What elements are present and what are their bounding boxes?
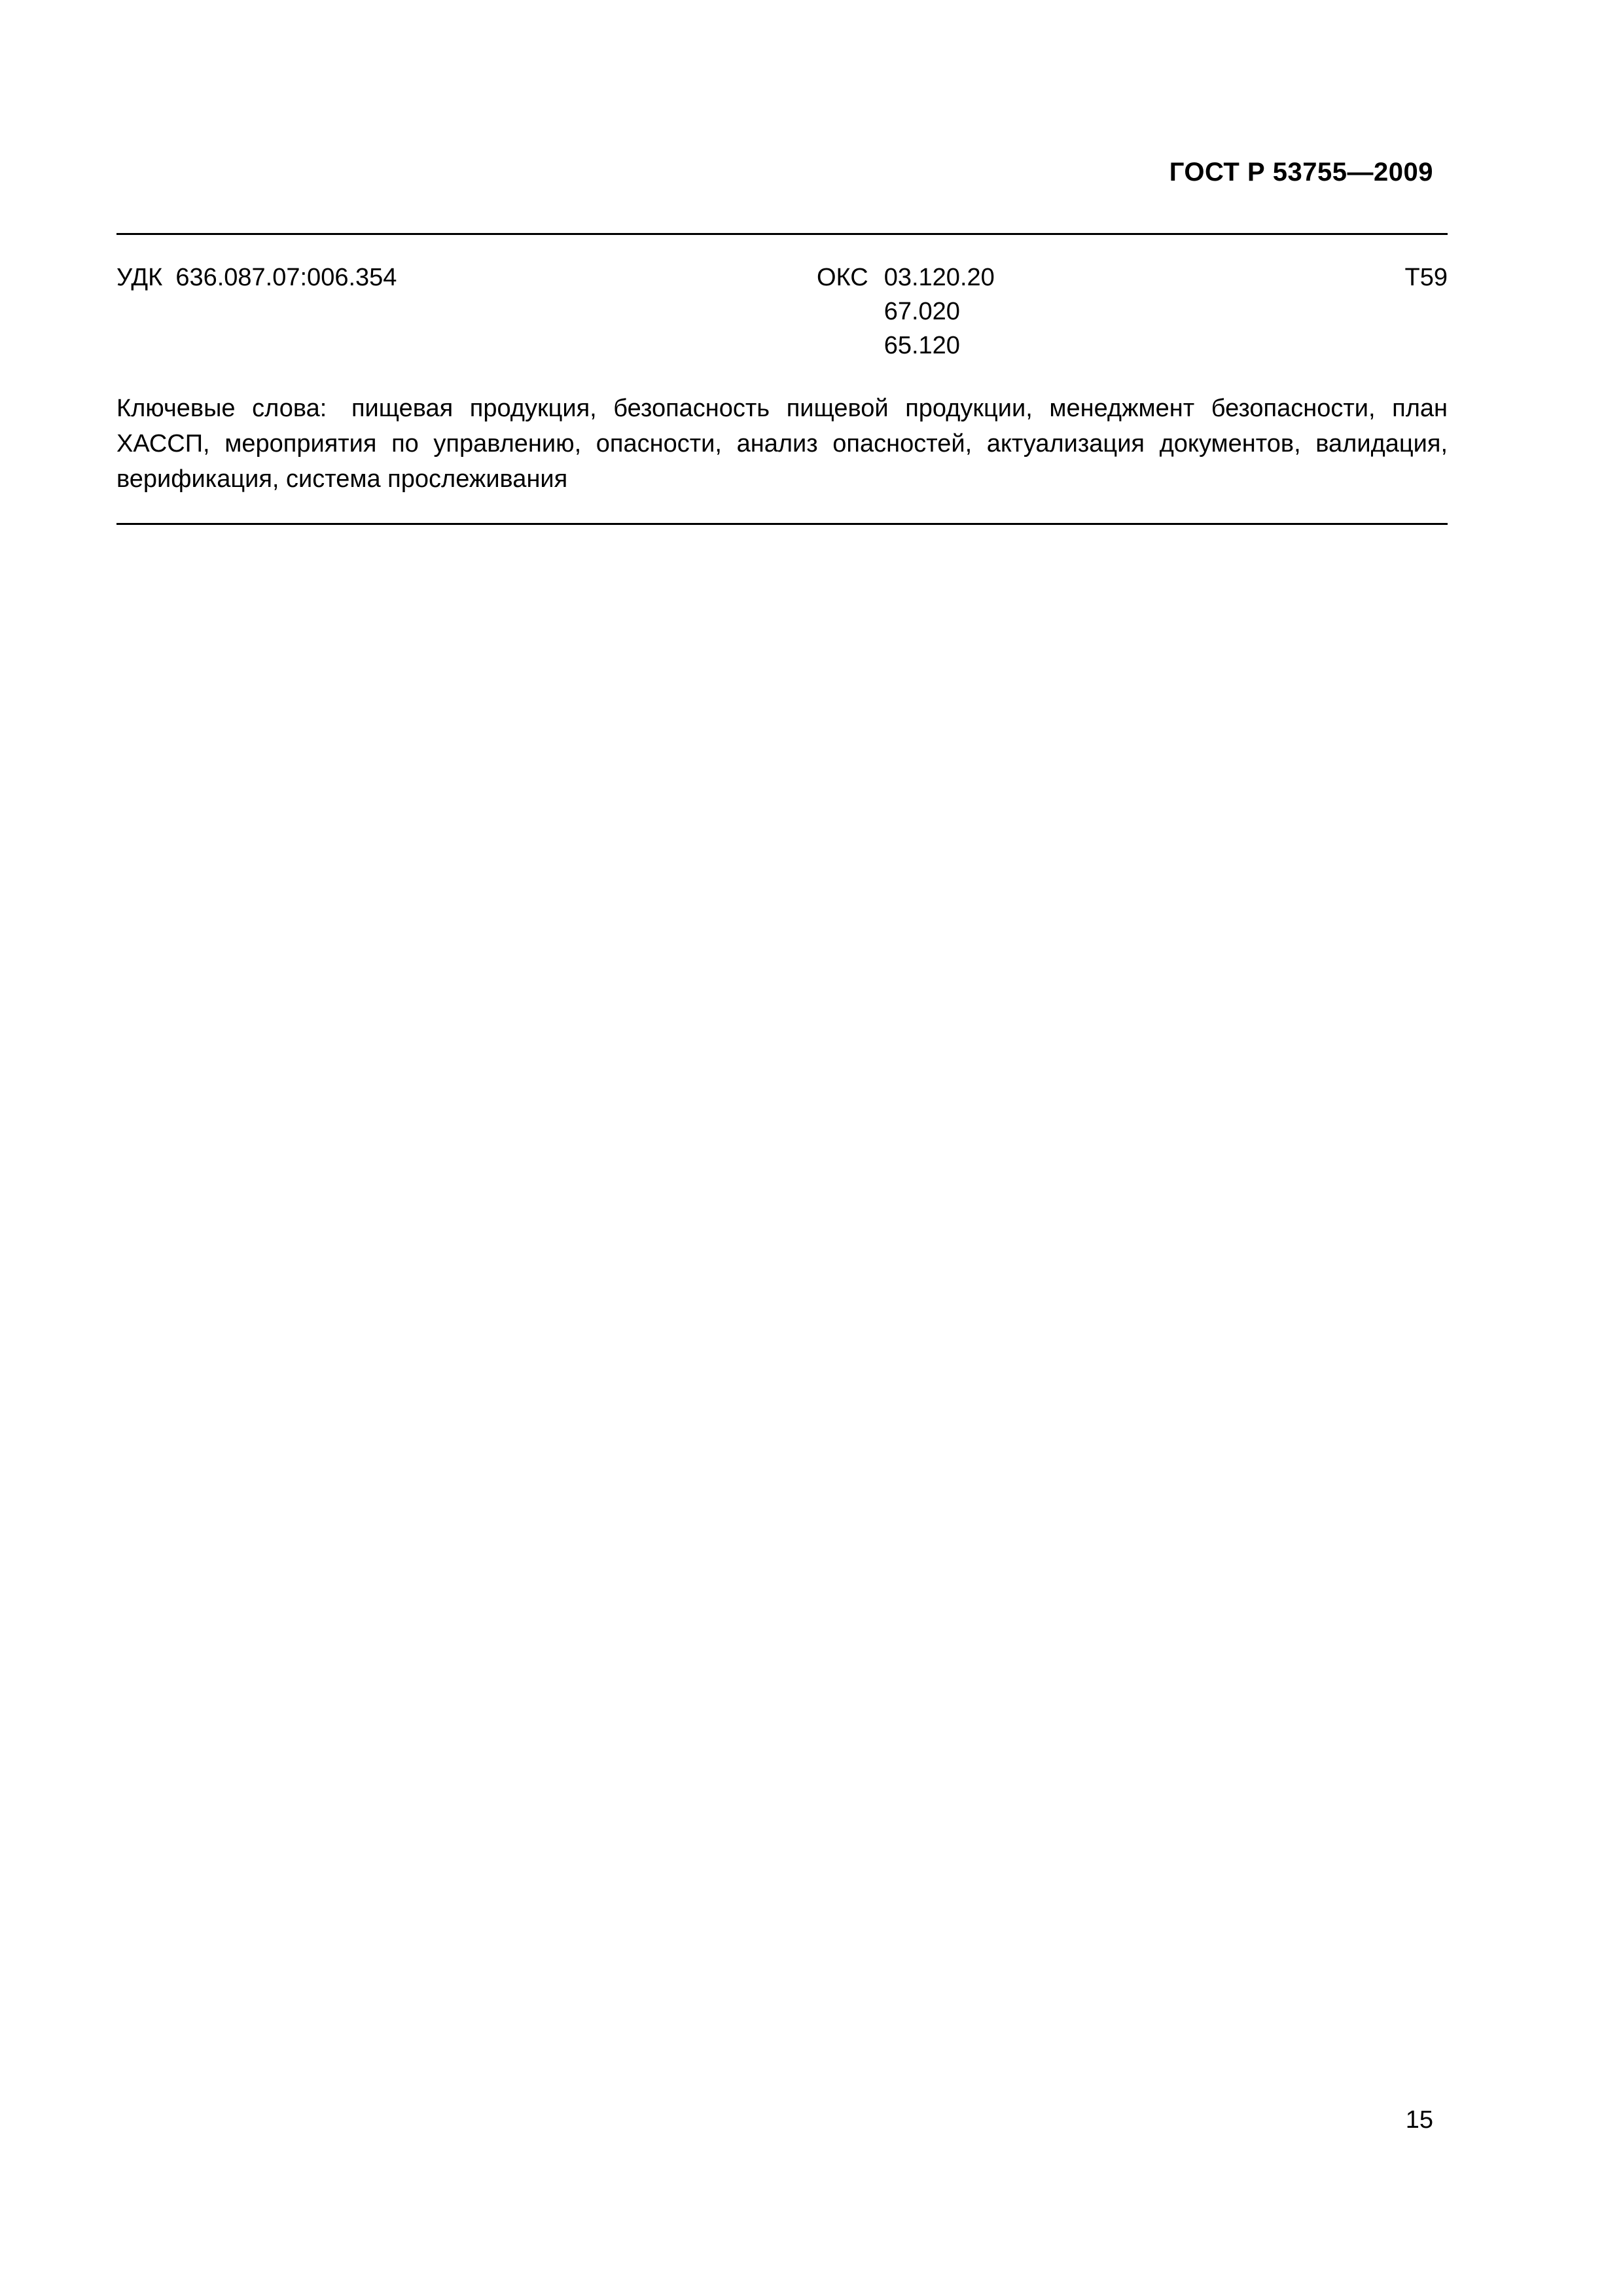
oks-label: ОКС	[817, 264, 868, 291]
oks-code: 03.120.20	[883, 264, 995, 291]
udk-value: 636.087.07:006.354	[175, 264, 397, 291]
keywords-text: пищевая продукция, безопасность пищевой продукции, менеджмент безопасности, план ХАССП, мероприятия по управлению, опасности, анализ опасностей, актуализация документов, валидация, верификация, система прослеживания	[116, 395, 1448, 493]
oks-code: 65.120	[883, 332, 960, 359]
udk-label: УДК	[116, 264, 163, 291]
keywords-paragraph	[116, 391, 1448, 497]
standard-id: ГОСТ Р 53755—2009	[1169, 158, 1433, 187]
bottom-divider	[116, 523, 1448, 525]
oks-codes	[884, 260, 995, 363]
page-number: 15	[1405, 2106, 1433, 2134]
oks-block	[817, 260, 995, 363]
udk-block	[116, 260, 397, 295]
keywords-label: Ключевые слова:	[116, 395, 327, 422]
oks-code: 67.020	[883, 298, 960, 325]
top-divider	[116, 233, 1448, 235]
classifier-code: Т59	[1404, 264, 1448, 291]
